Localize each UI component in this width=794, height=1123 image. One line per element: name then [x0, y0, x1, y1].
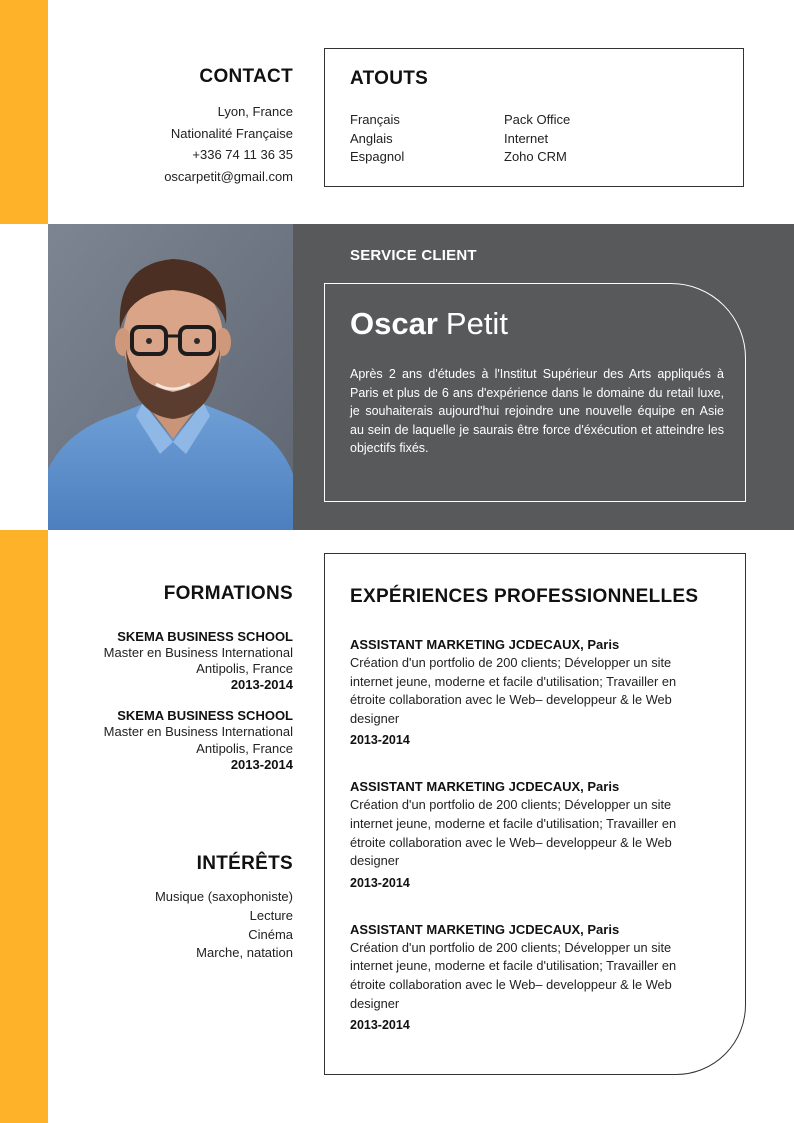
contact-section	[100, 66, 293, 187]
contact-city: Lyon, France	[217, 104, 293, 119]
experiences-box	[324, 553, 746, 1075]
experience-heading: ASSISTANT MARKETING JCDECAUX, Paris	[350, 779, 620, 795]
formations-section	[60, 583, 293, 788]
profile-band	[48, 224, 794, 530]
experience-year: 2013-2014	[350, 733, 410, 748]
formation-school: SKEMA BUSINESS SCHOOL	[117, 708, 293, 724]
last-name: Petit	[445, 306, 508, 341]
experience-item	[350, 778, 710, 892]
experience-heading: ASSISTANT MARKETING JCDECAUX, Paris	[350, 637, 620, 652]
formation-place: Antipolis, France	[196, 740, 293, 756]
formation-year: 2013-2014	[230, 756, 293, 772]
full-name	[350, 306, 508, 342]
formations-title: FORMATIONS	[163, 583, 293, 604]
interets-section	[100, 853, 293, 963]
contact-nationality: Nationalité Française	[170, 125, 293, 141]
atouts-item: Français	[350, 112, 400, 127]
experience-description: Création d'un portfolio de 200 clients; Développer un site internet jeune, moderne et facile d'utilisation; Travailler en étroite collaboration avec le Web– developpeur & le Web designer	[350, 797, 677, 869]
atouts-item: Pack Office	[504, 112, 571, 127]
experience-description: Création d'un portfolio de 200 clients; Développer un site internet jeune, moderne et facile d'utilisation; Travailler en étroite collaboration avec le Web– developpeur & le Web designer	[350, 939, 677, 1011]
interet-item: Musique (saxophoniste)	[154, 889, 293, 904]
formation-item	[60, 708, 293, 772]
interet-item: Marche, natation	[196, 945, 293, 961]
job-role: SERVICE CLIENT	[350, 247, 477, 264]
interets-title: INTÉRÊTS	[196, 853, 293, 874]
atouts-title: ATOUTS	[350, 68, 429, 89]
experiences-list	[350, 636, 710, 1063]
profile-box	[324, 283, 746, 502]
experience-description: Création d'un portfolio de 200 clients; Développer un site internet jeune, moderne et facile d'utilisation; Travailler en étroite collaboration avec le Web– developpeur & le Web designer	[350, 655, 677, 726]
experience-item	[350, 636, 710, 750]
atouts-item: Espagnol	[350, 149, 405, 164]
experiences-title: EXPÉRIENCES PROFESSIONNELLES	[350, 586, 699, 607]
profile-photo	[48, 224, 293, 530]
atouts-item: Zoho CRM	[504, 149, 567, 164]
atouts-languages	[350, 111, 404, 167]
experience-year: 2013-2014	[350, 875, 410, 890]
formation-item	[60, 629, 293, 693]
experience-heading: ASSISTANT MARKETING JCDECAUX, Paris	[350, 921, 620, 937]
profile-summary: Après 2 ans d'études à l'Institut Supérieur des Arts appliqués à Paris et plus de 6 ans d'expérience dans le domaine du retail luxe, je souhaiterais aujourd'hui rejoindre une nouvelle équipe en Asie au sein de laquelle je saurais être force d'éxécution et atteindre les objectifs fixés.	[350, 367, 724, 456]
experience-item	[350, 921, 710, 1035]
interet-item: Lecture	[249, 907, 293, 923]
contact-email: oscarpetit@gmail.com	[164, 168, 293, 184]
atouts-box	[324, 48, 744, 187]
contact-phone: +336 74 11 36 35	[192, 147, 293, 162]
first-name: Oscar	[350, 306, 438, 341]
contact-title: CONTACT	[199, 66, 293, 87]
formation-degree: Master en Business International	[103, 724, 293, 740]
atouts-tools	[504, 111, 570, 167]
accent-bar-bottom	[0, 530, 48, 1123]
formation-place: Antipolis, France	[196, 661, 293, 677]
interet-item: Cinéma	[248, 926, 293, 942]
formation-degree: Master en Business International	[103, 645, 293, 660]
experience-year: 2013-2014	[350, 1018, 410, 1033]
atouts-item: Anglais	[350, 130, 393, 146]
atouts-item: Internet	[504, 130, 549, 146]
formation-school: SKEMA BUSINESS SCHOOL	[117, 629, 293, 644]
formation-year: 2013-2014	[230, 677, 293, 693]
accent-bar-top	[0, 0, 48, 224]
